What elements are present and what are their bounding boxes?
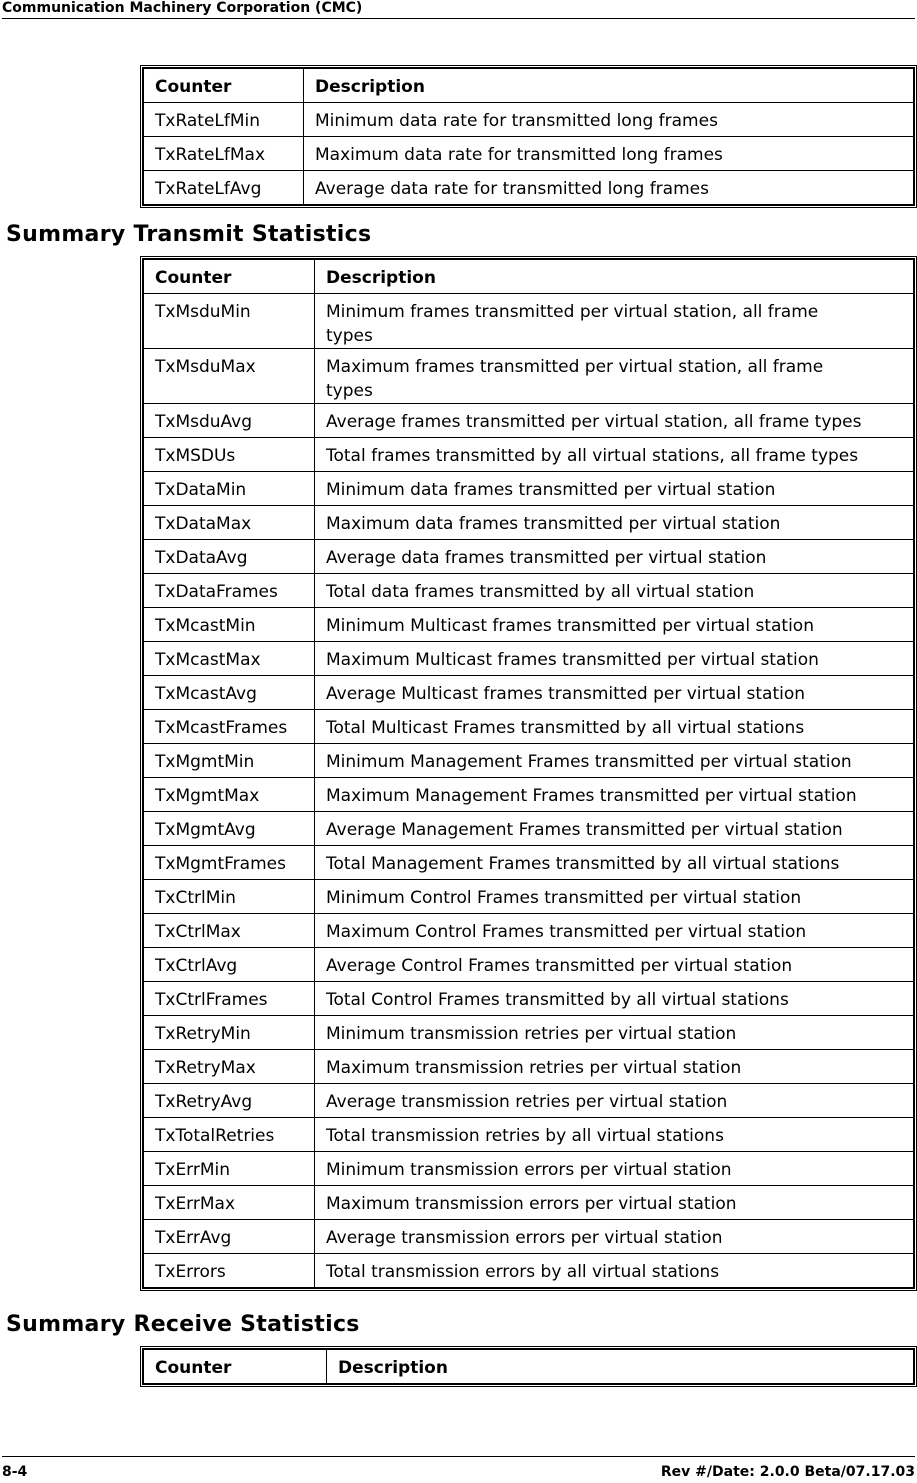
description-cell: Total frames transmitted by all virtual stations, all frame types bbox=[315, 438, 914, 472]
table-row bbox=[144, 506, 914, 540]
counter-cell: TxDataMin bbox=[144, 472, 315, 506]
table-row bbox=[144, 710, 914, 744]
description-cell: Maximum Control Frames transmitted per virtual station bbox=[315, 914, 914, 948]
receive-stats-table bbox=[140, 1346, 917, 1387]
description-cell: Average data frames transmitted per virtual station bbox=[315, 540, 914, 574]
counter-cell: TxMgmtFrames bbox=[144, 846, 315, 880]
table-row bbox=[144, 1050, 914, 1084]
table-row bbox=[144, 1152, 914, 1186]
description-cell: Average Multicast frames transmitted per virtual station bbox=[315, 676, 914, 710]
table-row bbox=[144, 1118, 914, 1152]
table-row bbox=[144, 982, 914, 1016]
description-cell: Maximum Multicast frames transmitted per virtual station bbox=[315, 642, 914, 676]
revision-date: Rev #/Date: 2.0.0 Beta/07.17.03 bbox=[660, 1464, 915, 1480]
column-header-description: Description bbox=[327, 1350, 914, 1384]
column-header-description: Description bbox=[315, 260, 914, 294]
description-cell: Maximum transmission errors per virtual station bbox=[315, 1186, 914, 1220]
counter-cell: TxRateLfMin bbox=[144, 103, 304, 137]
table-row bbox=[144, 1016, 914, 1050]
description-cell: Total transmission retries by all virtual stations bbox=[315, 1118, 914, 1152]
description-cell: Maximum Management Frames transmitted per virtual station bbox=[315, 778, 914, 812]
description-cell: Minimum Management Frames transmitted per virtual station bbox=[315, 744, 914, 778]
description-cell: Average transmission retries per virtual station bbox=[315, 1084, 914, 1118]
table-row bbox=[144, 438, 914, 472]
counter-cell: TxMcastMax bbox=[144, 642, 315, 676]
column-header-description: Description bbox=[304, 69, 914, 103]
table-row bbox=[144, 778, 914, 812]
table-row bbox=[144, 948, 914, 982]
counter-cell: TxErrMax bbox=[144, 1186, 315, 1220]
counter-cell: TxRateLfAvg bbox=[144, 171, 304, 205]
counter-cell: TxMgmtAvg bbox=[144, 812, 315, 846]
counter-cell: TxCtrlMin bbox=[144, 880, 315, 914]
counter-cell: TxRetryMin bbox=[144, 1016, 315, 1050]
table-row bbox=[144, 608, 914, 642]
description-cell: Maximum frames transmitted per virtual station, all frame types bbox=[315, 349, 914, 404]
counter-cell: TxDataAvg bbox=[144, 540, 315, 574]
counter-cell: TxRetryAvg bbox=[144, 1084, 315, 1118]
transmit-section-heading: Summary Transmit Statistics bbox=[6, 222, 372, 247]
transmit-stats-table bbox=[140, 256, 917, 1291]
description-cell: Minimum Control Frames transmitted per virtual station bbox=[315, 880, 914, 914]
table-row bbox=[144, 404, 914, 438]
header-title: Communication Machinery Corporation (CMC) bbox=[2, 0, 363, 16]
description-cell: Minimum data rate for transmitted long frames bbox=[304, 103, 914, 137]
counter-cell: TxErrors bbox=[144, 1254, 315, 1288]
table-row bbox=[144, 1186, 914, 1220]
description-cell: Minimum transmission errors per virtual station bbox=[315, 1152, 914, 1186]
description-cell: Average frames transmitted per virtual station, all frame types bbox=[315, 404, 914, 438]
table-row bbox=[144, 1220, 914, 1254]
column-header-counter: Counter bbox=[144, 1350, 327, 1384]
description-cell: Minimum transmission retries per virtual station bbox=[315, 1016, 914, 1050]
description-cell: Maximum transmission retries per virtual station bbox=[315, 1050, 914, 1084]
counter-cell: TxMcastMin bbox=[144, 608, 315, 642]
description-cell: Minimum data frames transmitted per virtual station bbox=[315, 472, 914, 506]
description-cell: Average Control Frames transmitted per virtual station bbox=[315, 948, 914, 982]
counter-cell: TxMgmtMin bbox=[144, 744, 315, 778]
receive-section-heading: Summary Receive Statistics bbox=[6, 1312, 360, 1337]
description-cell: Total Multicast Frames transmitted by all virtual stations bbox=[315, 710, 914, 744]
table-row bbox=[144, 574, 914, 608]
counter-cell: TxMcastFrames bbox=[144, 710, 315, 744]
column-header-counter: Counter bbox=[144, 260, 315, 294]
table-row bbox=[144, 1254, 914, 1288]
counter-cell: TxMsduAvg bbox=[144, 404, 315, 438]
description-cell: Average transmission errors per virtual station bbox=[315, 1220, 914, 1254]
counter-cell: TxMsduMin bbox=[144, 294, 315, 349]
description-cell: Average Management Frames transmitted per virtual station bbox=[315, 812, 914, 846]
description-cell: Minimum Multicast frames transmitted per virtual station bbox=[315, 608, 914, 642]
counter-cell: TxErrAvg bbox=[144, 1220, 315, 1254]
table-row bbox=[144, 294, 914, 349]
rate-table bbox=[140, 65, 917, 208]
table-row bbox=[144, 642, 914, 676]
table-row bbox=[144, 914, 914, 948]
counter-cell: TxErrMin bbox=[144, 1152, 315, 1186]
table-header-row bbox=[144, 1350, 914, 1384]
description-cell: Total Management Frames transmitted by all virtual stations bbox=[315, 846, 914, 880]
description-cell: Total Control Frames transmitted by all virtual stations bbox=[315, 982, 914, 1016]
table-row bbox=[144, 1084, 914, 1118]
table-row bbox=[144, 349, 914, 404]
page-number: 8-4 bbox=[2, 1464, 28, 1480]
counter-cell: TxCtrlFrames bbox=[144, 982, 315, 1016]
counter-cell: TxDataMax bbox=[144, 506, 315, 540]
table-row bbox=[144, 103, 914, 137]
counter-cell: TxTotalRetries bbox=[144, 1118, 315, 1152]
table-row bbox=[144, 540, 914, 574]
counter-cell: TxMSDUs bbox=[144, 438, 315, 472]
page-header bbox=[2, 0, 915, 19]
counter-cell: TxDataFrames bbox=[144, 574, 315, 608]
column-header-counter: Counter bbox=[144, 69, 304, 103]
description-cell: Total transmission errors by all virtual stations bbox=[315, 1254, 914, 1288]
counter-cell: TxMsduMax bbox=[144, 349, 315, 404]
counter-cell: TxRetryMax bbox=[144, 1050, 315, 1084]
table-header-row bbox=[144, 69, 914, 103]
counter-cell: TxMcastAvg bbox=[144, 676, 315, 710]
page-footer bbox=[2, 1456, 915, 1483]
description-cell: Minimum frames transmitted per virtual station, all frame types bbox=[315, 294, 914, 349]
description-cell: Maximum data frames transmitted per virtual station bbox=[315, 506, 914, 540]
counter-cell: TxRateLfMax bbox=[144, 137, 304, 171]
counter-cell: TxMgmtMax bbox=[144, 778, 315, 812]
table-row bbox=[144, 137, 914, 171]
table-row bbox=[144, 744, 914, 778]
table-row bbox=[144, 472, 914, 506]
counter-cell: TxCtrlAvg bbox=[144, 948, 315, 982]
table-row bbox=[144, 812, 914, 846]
table-header-row bbox=[144, 260, 914, 294]
description-cell: Average data rate for transmitted long frames bbox=[304, 171, 914, 205]
description-cell: Maximum data rate for transmitted long frames bbox=[304, 137, 914, 171]
table-row bbox=[144, 676, 914, 710]
counter-cell: TxCtrlMax bbox=[144, 914, 315, 948]
table-row bbox=[144, 880, 914, 914]
description-cell: Total data frames transmitted by all virtual station bbox=[315, 574, 914, 608]
table-row bbox=[144, 171, 914, 205]
table-row bbox=[144, 846, 914, 880]
